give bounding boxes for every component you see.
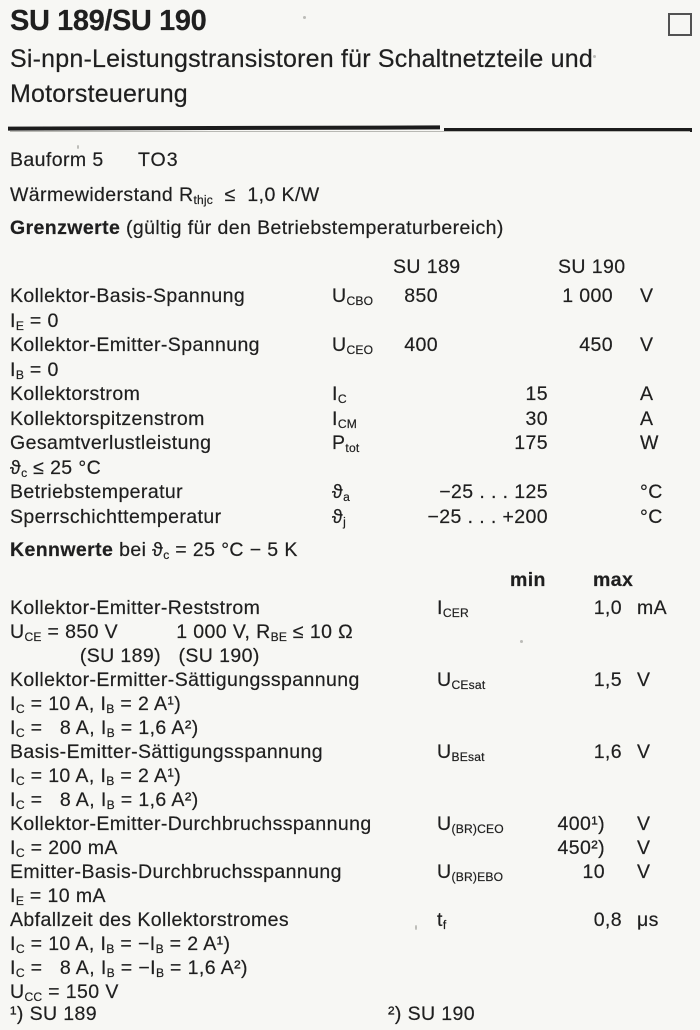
param-name: Kollektor-Emitter-Spannung [10,334,260,356]
param-condition: (SU 189) (SU 190) [10,645,260,667]
value-max: 1,6 [593,741,622,763]
param-symbol: $t_f$ [437,909,447,932]
column-header-min: min [510,569,546,591]
param-name: Gesamtverlustleistung [10,432,212,454]
value-max: 0,8 [593,909,622,931]
table-line [0,284,700,309]
param-symbol: $U_{CEsat}$ [437,669,486,692]
table-line [0,407,700,432]
bauform-line [0,148,700,172]
param-name: Betriebstemperatur [10,481,184,503]
column-header-su189: SU 189 [393,256,461,278]
corner-square [668,13,692,36]
param-condition: $I_C = 10$ A, $I_B = -I_B = 2$ A¹) [10,933,231,956]
divider-rule-left [8,125,440,130]
unit-label: °C [640,481,663,503]
unit-label: V [637,669,651,691]
param-name: Kollektor-Emitter-Reststrom [10,597,261,619]
unit-label: V [640,334,654,356]
value-su189: 400 [404,334,438,356]
param-symbol: $I_C$ [332,383,347,406]
param-symbol: $U_{(BR)EBO}$ [437,861,504,884]
kennwerte-heading-bold: Kennwerte [10,539,114,561]
section-heading-kennwerte [10,538,298,567]
param-condition: $I_C = 8$ A, $I_B = 1,6$ A²) [10,717,199,740]
param-symbol: $U_{CBO}$ [332,285,374,308]
value-su190: 1 000 [562,285,613,307]
param-name: Abfallzeit des Kollektorstromes [10,909,290,931]
table-line [0,333,700,358]
param-condition: $U_{CC} = 150$ V [10,981,119,1004]
param-symbol: $ϑ_a$ [332,481,350,504]
table-line [0,860,700,885]
value-min: 10 [582,861,605,883]
value-common: 175 [514,432,548,454]
table-line [0,884,700,909]
scan-speck [593,55,596,58]
grenzwerte-heading-rest: (gültig für den Betriebstemperaturbereich) [120,217,504,239]
table-line [0,932,700,957]
value-common: 15 [525,383,548,405]
scan-speck [415,925,417,930]
param-name: Emitter-Basis-Durchbruchsspannung [10,861,342,883]
table-line [0,716,700,741]
value-min: 400¹) [557,813,605,835]
footnote-su190: ²) SU 190 [388,1003,476,1025]
value-max: 1,5 [593,669,622,691]
unit-label: V [637,861,651,883]
param-symbol: $I_{CM}$ [332,407,358,431]
param-condition: $I_C = 8$ A, $I_B = -I_B = 1,6$ A²) [10,957,248,980]
grenzwerte-heading-bold: Grenzwerte [10,217,121,239]
unit-label: V [637,837,651,859]
table-line [0,956,700,981]
param-name: Kollektorspitzenstrom [10,407,205,430]
unit-label: V [637,741,651,763]
page-title: SU 189/SU 190 [10,5,207,37]
param-name: Kollektorstrom [10,383,141,405]
table-line [0,812,700,837]
table-line [0,764,700,789]
param-symbol: $U_{BEsat}$ [437,741,485,764]
table-line [0,480,700,505]
table-line [0,358,700,383]
value-common: 30 [525,407,548,430]
table-line [0,456,700,481]
table-line [0,596,700,621]
table-line [0,668,700,693]
param-condition: $I_E = 0$ [10,309,59,333]
unit-label: V [637,813,651,835]
scan-speck [77,145,79,149]
param-condition: $I_C = 10$ A, $I_B = 2$ A¹) [10,693,182,716]
value-common: −25 . . . +200 [427,505,548,528]
footnote-su189: ¹) SU 189 [10,1003,98,1025]
param-name: Kollektor-Basis-Spannung [10,285,246,307]
param-name: Sperrschichttemperatur [10,505,222,528]
unit-label: W [640,432,659,454]
param-condition: $I_C = 10$ A, $I_B = 2$ A¹) [10,765,182,788]
page-subtitle: Si-npn-Leistungstransistoren für Schaltnetzteile und Motorsteuerung [10,45,593,108]
table-line [0,692,700,717]
param-condition: $ϑ_c \le 25$ °C [10,456,102,480]
param-symbol: $U_{CEO}$ [332,334,374,357]
grenzwerte-column-header-row [0,255,700,279]
param-condition: $I_C = 200$ mA [10,837,118,860]
table-line [0,620,700,645]
footnote-line [0,1002,700,1028]
table-line [0,788,700,813]
scan-speck [303,16,306,19]
kennwerte-column-header-row [0,568,700,592]
table-line [0,505,700,530]
kennwerte-heading-rest: bei $ϑ_c = 25$ °C − 5 K [113,539,298,562]
param-name: Basis-Emitter-Sättigungsspannung [10,741,324,763]
param-condition: $I_C = 8$ A, $I_B = 1,6$ A²) [10,789,199,812]
param-condition: $I_E = 10$ mA [10,885,106,908]
param-symbol: $U_{(BR)CEO}$ [437,813,504,836]
table-line [0,644,700,669]
value-min: 450²) [557,837,605,859]
param-name: Kollektor-Ermitter-Sättigungsspannung [10,669,360,691]
scan-speck [520,640,523,643]
package-type: TO3 [138,149,179,171]
column-header-max: max [593,569,634,591]
column-header-su190: SU 190 [558,256,626,278]
table-line [0,836,700,861]
divider-rule-shadow [10,131,690,132]
param-condition: $U_{CE} = 850$ V 1 000 V, $R_{BE} \le 10$ Ω [10,621,354,644]
value-su189: 850 [404,285,438,307]
table-line [0,382,700,407]
bauform-label: Bauform 5 [10,149,104,171]
section-heading-grenzwerte [10,216,504,240]
table-line [0,431,700,456]
unit-label: mA [637,597,668,619]
unit-label: V [640,285,654,307]
unit-label: μs [637,909,659,931]
param-symbol: $I_{CER}$ [437,597,469,620]
table-line [0,908,700,933]
param-name: Kollektor-Emitter-Durchbruchsspannung [10,813,372,835]
param-condition: $I_B = 0$ [10,358,59,382]
unit-label: °C [640,505,663,528]
value-su190: 450 [579,334,613,356]
thermal-resistance-spec: Wärmewiderstand $R_{thjc} \le 1,0$ K/W [10,184,320,207]
param-symbol: $ϑ_j$ [332,505,346,529]
value-max: 1,0 [593,597,622,619]
unit-label: A [640,383,654,405]
param-symbol: $P_{tot}$ [332,432,360,455]
value-common: −25 . . . 125 [439,481,548,503]
table-line [0,740,700,765]
unit-label: A [640,407,654,430]
table-line [0,309,700,334]
